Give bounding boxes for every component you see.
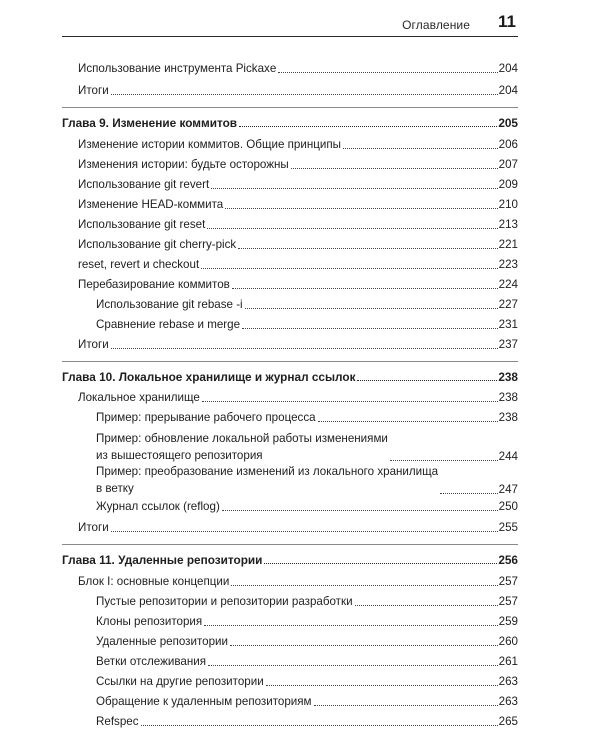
toc-entry-title: Пустые репозитории и репозитории разработки <box>96 595 353 608</box>
toc-entry-page: 209 <box>498 178 518 191</box>
dot-leader <box>291 168 498 169</box>
toc-subentry <box>96 695 518 709</box>
toc-entry-page: 206 <box>498 138 518 151</box>
toc-entry-page: 263 <box>498 675 518 688</box>
toc-entry-page: 247 <box>498 483 518 496</box>
toc-entry <box>78 391 518 405</box>
toc-entry-title: Удаленные репозитории <box>96 635 229 648</box>
toc-chapter-page: 238 <box>498 370 518 384</box>
toc-entry <box>78 575 518 589</box>
toc-entry-title: Использование git rebase -i <box>96 298 243 311</box>
toc-entry <box>78 138 518 152</box>
toc-entry <box>78 258 518 272</box>
toc-entry-title-line1: Пример: преобразование изменений из локального хранилища <box>96 465 439 478</box>
dot-leader <box>238 248 497 249</box>
toc-entry-title-line1: Пример: обновление локальной работы изменениями <box>96 432 388 445</box>
toc-chapter <box>62 553 518 567</box>
toc-entry-page: 204 <box>498 84 518 97</box>
toc-entry-title: Использование инструмента Pickaxe <box>78 62 277 75</box>
toc-entry-page: 244 <box>498 450 518 463</box>
toc-entry-title: Изменение истории коммитов. Общие принципы <box>78 138 341 151</box>
dot-leader <box>266 685 498 686</box>
toc-entry-title: Refspec <box>96 715 139 728</box>
dot-leader <box>318 421 498 422</box>
toc-entry-title: Пример: прерывание рабочего процесса <box>96 411 316 424</box>
header-page-number: 11 <box>498 12 516 31</box>
dot-leader <box>111 348 498 349</box>
dot-leader <box>314 705 498 706</box>
toc-entry <box>78 278 518 292</box>
toc-subentry <box>96 675 518 689</box>
toc-entry-title: Перебазирование коммитов <box>78 278 230 291</box>
toc-entry-title: Изменение HEAD-коммита <box>78 198 224 211</box>
toc-subentry <box>96 430 518 464</box>
toc-entry-page: 261 <box>498 655 518 668</box>
dot-leader <box>211 188 497 189</box>
toc-entry-title: Итоги <box>78 338 109 351</box>
toc-entry <box>78 198 518 212</box>
header-title: Оглавление <box>402 18 470 32</box>
toc-entry-page: 213 <box>498 218 518 231</box>
toc-entry-page: 238 <box>498 391 518 404</box>
toc-entry <box>78 521 518 535</box>
toc-subentry <box>96 298 518 312</box>
dot-leader <box>202 401 498 402</box>
dot-leader <box>390 460 498 461</box>
toc-subentry <box>96 655 518 669</box>
dot-leader <box>207 228 497 229</box>
toc-entry-page: 223 <box>498 258 518 271</box>
dot-leader <box>111 94 498 95</box>
dot-leader <box>242 328 498 329</box>
dot-leader <box>239 126 497 127</box>
toc-entry <box>78 218 518 232</box>
dot-leader <box>264 563 497 564</box>
toc-entry-title: Журнал ссылок (reflog) <box>96 500 220 513</box>
toc-entry-page: 237 <box>498 338 518 351</box>
toc-entry-page: 257 <box>498 575 518 588</box>
toc-entry-page: 238 <box>498 411 518 424</box>
toc-entry <box>78 338 518 352</box>
toc-entry-title: Блок I: основные концепции <box>78 575 230 588</box>
toc-entry-page: 260 <box>498 635 518 648</box>
toc-entry-title <box>96 463 438 497</box>
toc-entry-title <box>96 430 388 464</box>
toc-entry-title: Изменения истории: будьте осторожны <box>78 158 289 171</box>
toc-entry-title: Ветки отслеживания <box>96 655 206 668</box>
section-divider <box>62 544 518 545</box>
toc-entry-page: 255 <box>498 521 518 534</box>
dot-leader <box>201 268 497 269</box>
section-divider <box>62 361 518 362</box>
toc-chapter-title: Глава 9. Изменение коммитов <box>62 116 238 130</box>
toc-entry-page: 250 <box>498 500 518 513</box>
toc-entry <box>78 238 518 252</box>
dot-leader <box>222 510 498 511</box>
dot-leader <box>111 531 498 532</box>
toc-chapter-page: 256 <box>498 553 518 567</box>
toc-entry-page: 257 <box>498 595 518 608</box>
toc-entry-title-line2: из вышестоящего репозитория <box>96 449 263 462</box>
toc-entry <box>78 84 518 98</box>
toc-entry-title: Ссылки на другие репозитории <box>96 675 264 688</box>
toc-entry-page: 204 <box>498 62 518 75</box>
toc-entry-title: Клоны репозитория <box>96 615 203 628</box>
dot-leader <box>355 605 498 606</box>
toc-subentry <box>96 318 518 332</box>
dot-leader <box>278 72 497 73</box>
toc-subentry <box>96 500 518 514</box>
dot-leader <box>357 380 497 381</box>
toc-entry-title: reset, revert и checkout <box>78 258 200 271</box>
toc-subentry <box>96 615 518 629</box>
toc-entry-title: Итоги <box>78 84 109 97</box>
toc-entry-title: Использование git reset <box>78 218 206 231</box>
toc-entry-title: Обращение к удаленным репозиториям <box>96 695 312 708</box>
dot-leader <box>440 493 498 494</box>
toc-entry-page: 221 <box>498 238 518 251</box>
toc-chapter <box>62 370 518 384</box>
dot-leader <box>232 288 498 289</box>
dot-leader <box>225 208 497 209</box>
toc-chapter-title: Глава 10. Локальное хранилище и журнал ссылок <box>62 370 356 384</box>
toc-entry-page: 210 <box>498 198 518 211</box>
toc-entry-title: Итоги <box>78 521 109 534</box>
toc-subentry <box>96 635 518 649</box>
toc-entry-page: 227 <box>498 298 518 311</box>
toc-entry-title-line2: в ветку <box>96 482 134 495</box>
toc-chapter-title: Глава 11. Удаленные репозитории <box>62 553 263 567</box>
toc-subentry <box>96 463 518 497</box>
toc-entry-title: Сравнение rebase и merge <box>96 318 241 331</box>
dot-leader <box>230 645 498 646</box>
toc-entry-title: Использование git revert <box>78 178 210 191</box>
toc-entry-page: 231 <box>498 318 518 331</box>
dot-leader <box>343 148 498 149</box>
toc-chapter-page: 205 <box>498 116 518 130</box>
toc-subentry <box>96 715 518 729</box>
toc-entry <box>78 62 518 76</box>
toc-entry-page: 263 <box>498 695 518 708</box>
toc-entry-page: 207 <box>498 158 518 171</box>
dot-leader <box>245 308 498 309</box>
toc-entry-page: 265 <box>498 715 518 728</box>
toc-chapter <box>62 116 518 130</box>
toc-entry-page: 259 <box>498 615 518 628</box>
dot-leader <box>204 625 497 626</box>
toc-subentry <box>96 411 518 425</box>
toc-entry-page: 224 <box>498 278 518 291</box>
toc-entry <box>78 178 518 192</box>
toc-entry-title: Использование git cherry-pick <box>78 238 237 251</box>
dot-leader <box>208 665 498 666</box>
dot-leader <box>231 585 497 586</box>
running-header <box>62 10 518 37</box>
toc-entry <box>78 158 518 172</box>
toc-entry-title: Локальное хранилище <box>78 391 200 404</box>
toc-subentry <box>96 595 518 609</box>
section-divider <box>62 107 518 108</box>
dot-leader <box>141 725 498 726</box>
